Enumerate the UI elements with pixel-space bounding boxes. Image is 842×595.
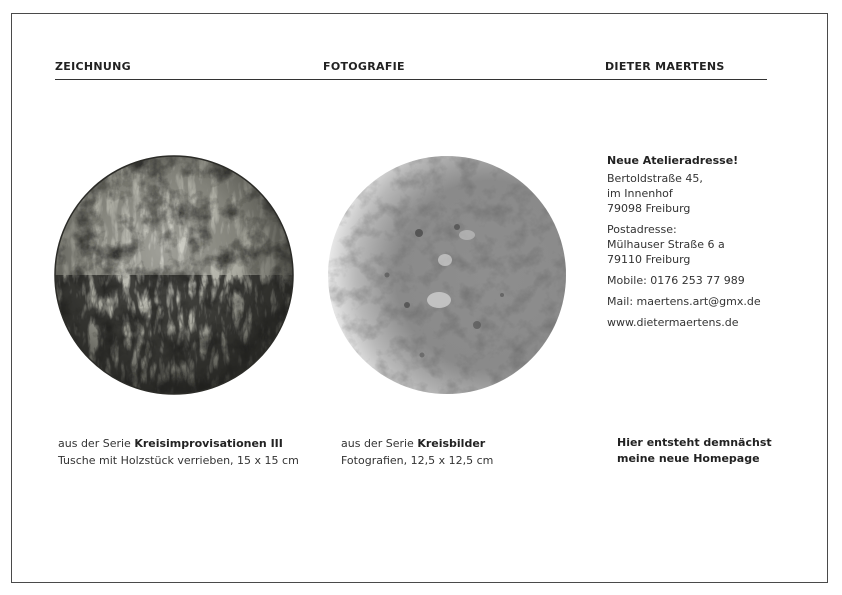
email-link[interactable]: Mail: maertens.art@gmx.de (607, 295, 761, 308)
homepage-notice (617, 435, 772, 467)
artwork-2-caption (341, 435, 493, 469)
mobile-number: Mobile: 0176 253 77 989 (607, 274, 745, 287)
caption-description: Tusche mit Holzstück verrieben, 15 x 15 cm (58, 454, 299, 467)
caption-series-name: Kreisimprovisationen III (134, 437, 283, 450)
caption-series-name: Kreisbilder (417, 437, 486, 450)
atelier-city: 79098 Freiburg (607, 202, 691, 215)
contact-block (607, 154, 807, 330)
artwork-ink-circle (54, 155, 294, 395)
nav-dieter-maertens[interactable]: DIETER MAERTENS (605, 60, 725, 73)
artwork-1-caption (58, 435, 299, 469)
nav-fotografie[interactable]: FOTOGRAFIE (323, 60, 405, 73)
postal-city: 79110 Freiburg (607, 253, 691, 266)
artwork-photo-sphere (327, 155, 567, 395)
atelier-heading: Neue Atelieradresse! (607, 154, 739, 167)
caption-prefix: aus der Serie (341, 437, 418, 450)
atelier-courtyard: im Innenhof (607, 187, 673, 200)
nav-zeichnung[interactable]: ZEICHNUNG (55, 60, 131, 73)
website-link[interactable]: www.dietermaertens.de (607, 316, 739, 329)
notice-line-2: meine neue Homepage (617, 452, 760, 465)
caption-prefix: aus der Serie (58, 437, 135, 450)
postal-label: Postadresse: (607, 223, 677, 236)
notice-line-1: Hier entsteht demnächst (617, 436, 772, 449)
header-divider (55, 79, 767, 80)
main-nav (0, 60, 842, 80)
caption-description: Fotografien, 12,5 x 12,5 cm (341, 454, 494, 467)
postal-street: Mülhauser Straße 6 a (607, 238, 725, 251)
atelier-street: Bertoldstraße 45, (607, 172, 703, 185)
